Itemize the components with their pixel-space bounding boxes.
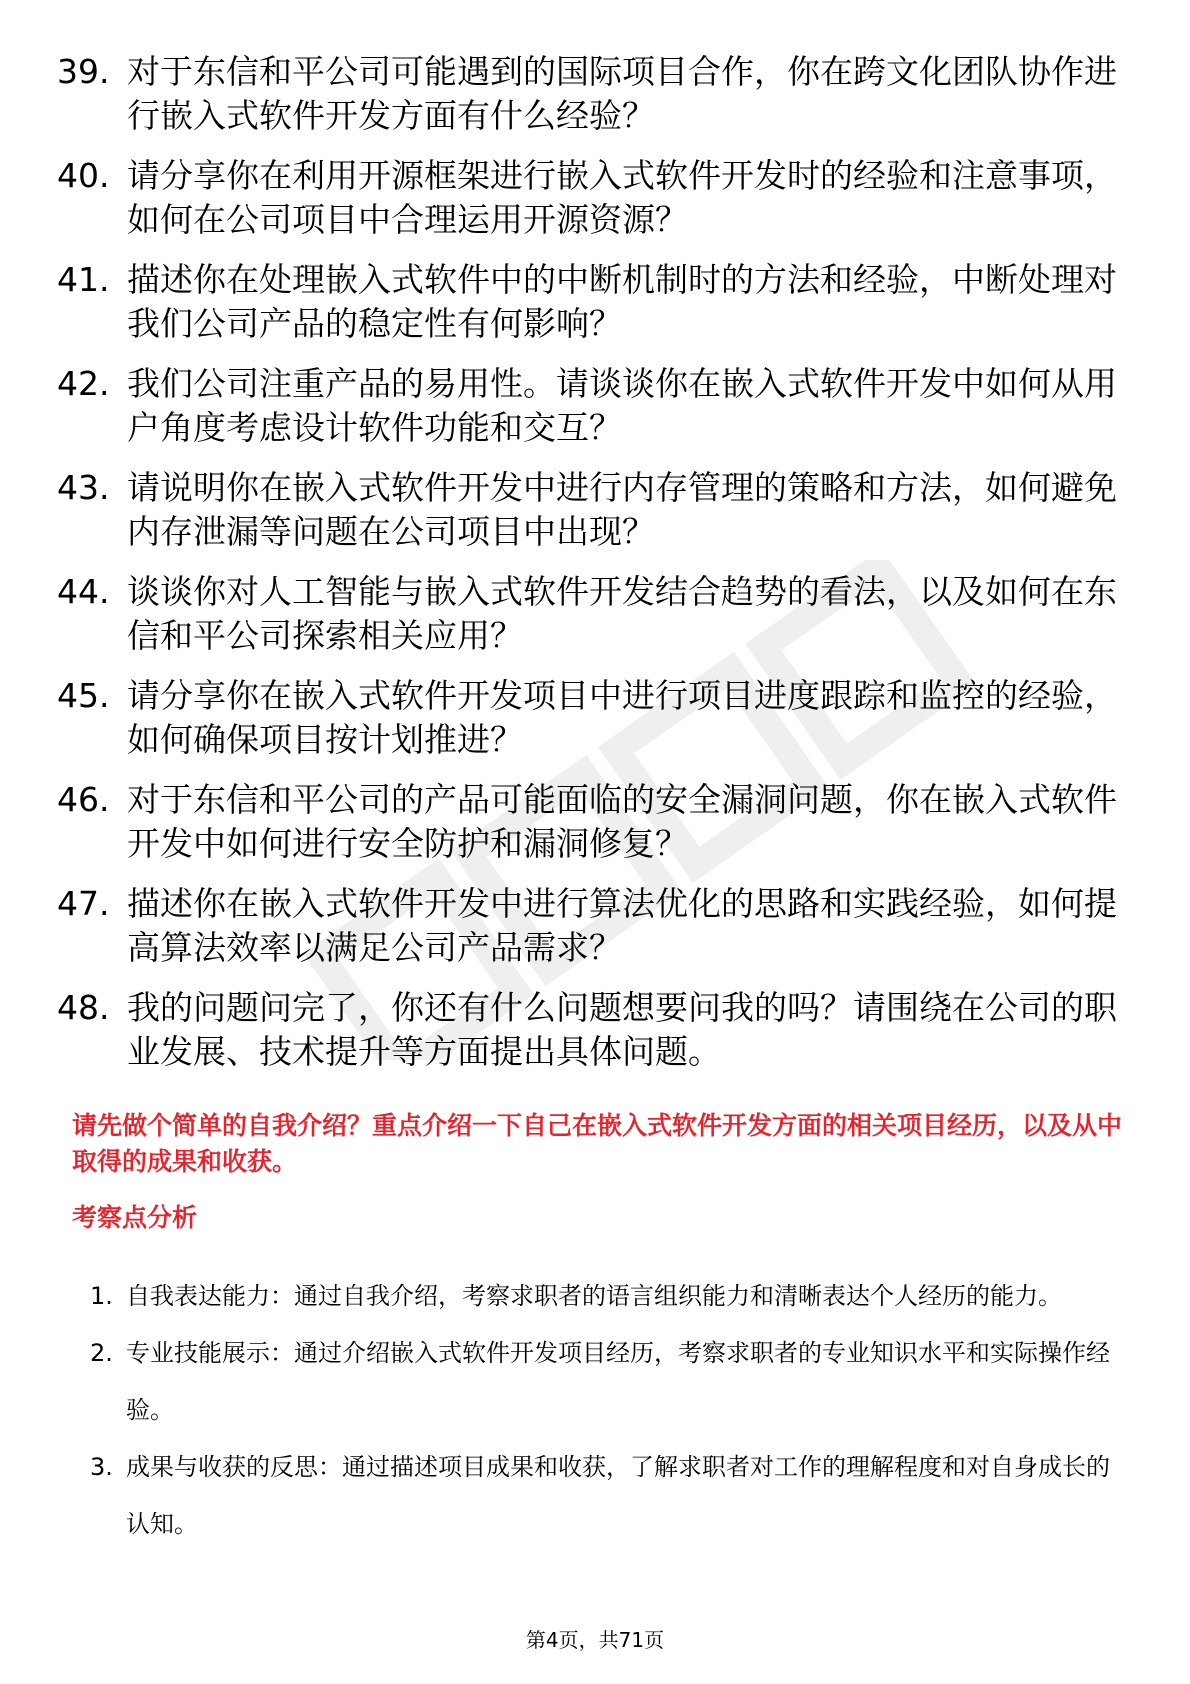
analysis-list — [90, 1268, 1120, 1553]
page-footer: 第4页，共71页 — [525, 1628, 665, 1652]
question-number: 47. — [57, 884, 110, 923]
question-item — [57, 50, 1117, 138]
analysis-text: 专业技能展示：通过介绍嵌入式软件开发项目经历，考察求职者的专业知识水平和实际操作经验。 — [126, 1339, 1110, 1424]
question-text: 请分享你在利用开源框架进行嵌入式软件开发时的经验和注意事项，如何在公司项目中合理运用开源资源？ — [127, 156, 1117, 239]
question-item — [57, 154, 1117, 242]
question-number: 41. — [57, 260, 110, 299]
question-text: 描述你在嵌入式软件开发中进行算法优化的思路和实践经验，如何提高算法效率以满足公司产品需求？ — [127, 884, 1117, 967]
question-item — [57, 362, 1117, 450]
question-text: 请分享你在嵌入式软件开发项目中进行项目进度跟踪和监控的经验，如何确保项目按计划推进？ — [127, 676, 1117, 759]
question-text: 谈谈你对人工智能与嵌入式软件开发结合趋势的看法，以及如何在东信和平公司探索相关应用？ — [127, 572, 1117, 655]
analysis-text: 成果与收获的反思：通过描述项目成果和收获，了解求职者对工作的理解程度和对自身成长的认知。 — [126, 1453, 1110, 1538]
question-item — [57, 882, 1117, 970]
question-text: 我们公司注重产品的易用性。请谈谈你在嵌入式软件开发中如何从用户角度考虑设计软件功能和交互？ — [127, 364, 1117, 447]
question-text: 描述你在处理嵌入式软件中的中断机制时的方法和经验，中断处理对我们公司产品的稳定性有何影响？ — [127, 260, 1117, 343]
question-item — [57, 778, 1117, 866]
question-number: 40. — [57, 156, 110, 195]
analysis-number: 2. — [90, 1339, 113, 1367]
question-text: 对于东信和平公司可能遇到的国际项目合作，你在跨文化团队协作进行嵌入式软件开发方面有什么经验？ — [127, 52, 1117, 135]
question-number: 45. — [57, 676, 110, 715]
question-item — [57, 466, 1117, 554]
highlight-question: 请先做个简单的自我介绍？重点介绍一下自己在嵌入式软件开发方面的相关项目经历，以及从中取得的成果和收获。 — [72, 1111, 1123, 1176]
analysis-number: 3. — [90, 1453, 113, 1481]
question-text: 对于东信和平公司的产品可能面临的安全漏洞问题，你在嵌入式软件开发中如何进行安全防护和漏洞修复？ — [127, 780, 1117, 863]
question-list — [57, 50, 1117, 1090]
analysis-item — [90, 1268, 1120, 1325]
analysis-number: 1. — [90, 1282, 113, 1310]
question-item — [57, 570, 1117, 658]
question-text: 我的问题问完了，你还有什么问题想要问我的吗？请围绕在公司的职业发展、技术提升等方面提出具体问题。 — [127, 988, 1117, 1071]
analysis-item — [90, 1325, 1120, 1439]
question-number: 39. — [57, 52, 110, 91]
analysis-text: 自我表达能力：通过自我介绍，考察求职者的语言组织能力和清晰表达个人经历的能力。 — [126, 1282, 1062, 1310]
question-number: 48. — [57, 988, 110, 1027]
question-item — [57, 674, 1117, 762]
analysis-heading: 考察点分析 — [72, 1203, 198, 1232]
question-text: 请说明你在嵌入式软件开发中进行内存管理的策略和方法，如何避免内存泄漏等问题在公司项目中出现？ — [127, 468, 1117, 551]
question-number: 42. — [57, 364, 110, 403]
question-item — [57, 258, 1117, 346]
question-item — [57, 986, 1117, 1074]
question-number: 44. — [57, 572, 110, 611]
question-number: 43. — [57, 468, 110, 507]
question-number: 46. — [57, 780, 110, 819]
analysis-item — [90, 1439, 1120, 1553]
